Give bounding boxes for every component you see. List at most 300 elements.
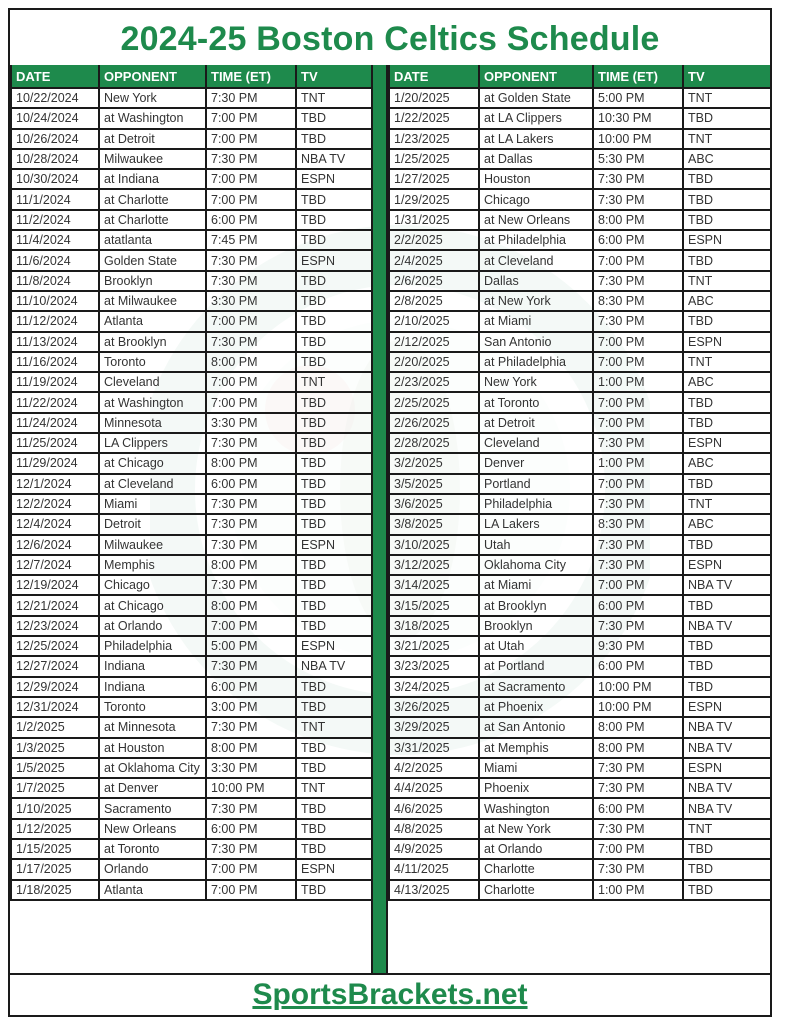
cell-date: 11/16/2024 (11, 352, 99, 372)
table-row (389, 839, 772, 859)
cell-date: 11/2/2024 (11, 210, 99, 230)
cell-time: 7:00 PM (206, 880, 296, 900)
table-row (389, 758, 772, 778)
cell-time: 7:00 PM (206, 616, 296, 636)
cell-tv: TBD (683, 595, 772, 615)
cell-opponent: at Orlando (99, 616, 206, 636)
cell-tv: TBD (683, 474, 772, 494)
table-row (389, 149, 772, 169)
cell-date: 2/28/2025 (389, 433, 479, 453)
cell-opponent: at Minnesota (99, 717, 206, 737)
table-row (389, 352, 772, 372)
cell-opponent: Atlanta (99, 311, 206, 331)
table-row (11, 778, 372, 798)
cell-date: 3/12/2025 (389, 555, 479, 575)
cell-time: 6:00 PM (593, 595, 683, 615)
table-row (11, 169, 372, 189)
cell-tv: TBD (296, 230, 372, 250)
cell-opponent: Charlotte (479, 880, 593, 900)
table-row (389, 575, 772, 595)
cell-time: 10:00 PM (593, 129, 683, 149)
table-row (11, 413, 372, 433)
cell-date: 11/6/2024 (11, 250, 99, 270)
cell-date: 11/13/2024 (11, 332, 99, 352)
cell-time: 3:30 PM (206, 291, 296, 311)
cell-tv: TBD (296, 839, 372, 859)
table-row (11, 88, 372, 108)
cell-tv: TBD (296, 798, 372, 818)
cell-tv: NBA TV (683, 616, 772, 636)
cell-date: 1/2/2025 (11, 717, 99, 737)
cell-opponent: at Brooklyn (479, 595, 593, 615)
cell-time: 7:30 PM (206, 656, 296, 676)
cell-opponent: at Philadelphia (479, 352, 593, 372)
cell-time: 7:30 PM (206, 839, 296, 859)
table-row (11, 453, 372, 473)
cell-date: 4/13/2025 (389, 880, 479, 900)
cell-date: 1/20/2025 (389, 88, 479, 108)
cell-date: 2/6/2025 (389, 271, 479, 291)
table-row (389, 250, 772, 270)
table-row (11, 595, 372, 615)
cell-time: 7:30 PM (206, 271, 296, 291)
cell-time: 8:00 PM (206, 453, 296, 473)
cell-tv: TBD (683, 839, 772, 859)
cell-opponent: New Orleans (99, 819, 206, 839)
cell-opponent: Phoenix (479, 778, 593, 798)
header-opponent: OPPONENT (99, 65, 206, 88)
cell-opponent: at Philadelphia (479, 230, 593, 250)
cell-opponent: Toronto (99, 697, 206, 717)
table-row (11, 352, 372, 372)
cell-date: 1/12/2025 (11, 819, 99, 839)
cell-opponent: at Chicago (99, 453, 206, 473)
cell-time: 7:30 PM (206, 535, 296, 555)
cell-date: 11/22/2024 (11, 392, 99, 412)
cell-date: 4/8/2025 (389, 819, 479, 839)
table-row (11, 332, 372, 352)
cell-opponent: Oklahoma City (479, 555, 593, 575)
footer (10, 973, 770, 1015)
cell-opponent: at San Antonio (479, 717, 593, 737)
cell-opponent: Atlanta (99, 880, 206, 900)
schedule-table-left (10, 65, 373, 901)
cell-time: 7:30 PM (593, 311, 683, 331)
cell-tv: TNT (683, 88, 772, 108)
cell-date: 12/4/2024 (11, 514, 99, 534)
cell-date: 4/2/2025 (389, 758, 479, 778)
cell-tv: ESPN (296, 859, 372, 879)
page-title: 2024-25 Boston Celtics Schedule (120, 20, 660, 58)
cell-time: 7:30 PM (206, 514, 296, 534)
cell-time: 7:30 PM (206, 433, 296, 453)
cell-date: 4/9/2025 (389, 839, 479, 859)
cell-opponent: at Denver (99, 778, 206, 798)
table-row (11, 392, 372, 412)
table-row (11, 311, 372, 331)
cell-tv: TBD (683, 108, 772, 128)
cell-date: 2/20/2025 (389, 352, 479, 372)
cell-opponent: San Antonio (479, 332, 593, 352)
cell-tv: NBA TV (683, 717, 772, 737)
table-row (11, 474, 372, 494)
cell-date: 10/26/2024 (11, 129, 99, 149)
cell-opponent: Washington (479, 798, 593, 818)
table-row (389, 169, 772, 189)
cell-opponent: New York (479, 372, 593, 392)
cell-date: 3/24/2025 (389, 677, 479, 697)
cell-tv: TBD (683, 535, 772, 555)
table-row (11, 149, 372, 169)
table-header-row (11, 65, 372, 88)
cell-time: 10:30 PM (593, 108, 683, 128)
cell-time: 7:00 PM (206, 189, 296, 209)
cell-time: 7:00 PM (206, 372, 296, 392)
cell-tv: TBD (296, 514, 372, 534)
cell-date: 11/12/2024 (11, 311, 99, 331)
cell-date: 11/19/2024 (11, 372, 99, 392)
table-row (389, 311, 772, 331)
cell-time: 7:30 PM (593, 494, 683, 514)
table-row (11, 271, 372, 291)
cell-opponent: at Utah (479, 636, 593, 656)
cell-date: 1/7/2025 (11, 778, 99, 798)
cell-time: 7:30 PM (206, 717, 296, 737)
cell-date: 10/28/2024 (11, 149, 99, 169)
cell-tv: TBD (683, 169, 772, 189)
cell-time: 7:30 PM (593, 859, 683, 879)
cell-tv: TBD (296, 433, 372, 453)
cell-time: 7:30 PM (206, 250, 296, 270)
cell-date: 11/1/2024 (11, 189, 99, 209)
cell-tv: TBD (296, 108, 372, 128)
cell-tv: TNT (683, 352, 772, 372)
cell-opponent: at New York (479, 291, 593, 311)
cell-date: 4/6/2025 (389, 798, 479, 818)
header-date: DATE (389, 65, 479, 88)
cell-opponent: at Milwaukee (99, 291, 206, 311)
table-row (11, 697, 372, 717)
cell-time: 8:00 PM (206, 555, 296, 575)
cell-tv: ABC (683, 291, 772, 311)
cell-tv: TBD (296, 413, 372, 433)
table-row (11, 555, 372, 575)
cell-opponent: Milwaukee (99, 149, 206, 169)
cell-date: 11/25/2024 (11, 433, 99, 453)
cell-tv: NBA TV (296, 149, 372, 169)
cell-time: 7:00 PM (206, 859, 296, 879)
cell-opponent: at Toronto (99, 839, 206, 859)
cell-opponent: Philadelphia (99, 636, 206, 656)
cell-time: 6:00 PM (206, 210, 296, 230)
cell-tv: NBA TV (683, 798, 772, 818)
cell-time: 7:00 PM (206, 129, 296, 149)
cell-tv: TBD (296, 311, 372, 331)
header-time: TIME (ET) (206, 65, 296, 88)
cell-opponent: Indiana (99, 677, 206, 697)
cell-time: 6:00 PM (593, 230, 683, 250)
cell-date: 10/24/2024 (11, 108, 99, 128)
cell-opponent: atatlanta (99, 230, 206, 250)
cell-opponent: at Miami (479, 575, 593, 595)
cell-date: 2/26/2025 (389, 413, 479, 433)
cell-date: 12/2/2024 (11, 494, 99, 514)
table-row (389, 210, 772, 230)
cell-date: 12/27/2024 (11, 656, 99, 676)
cell-tv: TBD (683, 311, 772, 331)
cell-date: 2/25/2025 (389, 392, 479, 412)
cell-tv: ESPN (683, 433, 772, 453)
table-row (389, 595, 772, 615)
cell-opponent: Houston (479, 169, 593, 189)
cell-time: 7:00 PM (593, 250, 683, 270)
cell-tv: TBD (296, 271, 372, 291)
cell-date: 11/10/2024 (11, 291, 99, 311)
table-row (389, 859, 772, 879)
table-row (389, 453, 772, 473)
cell-date: 3/10/2025 (389, 535, 479, 555)
cell-opponent: at Washington (99, 392, 206, 412)
cell-time: 8:00 PM (593, 717, 683, 737)
table-row (11, 433, 372, 453)
cell-time: 7:30 PM (593, 819, 683, 839)
table-row (389, 189, 772, 209)
cell-time: 7:00 PM (593, 413, 683, 433)
table-row (11, 210, 372, 230)
cell-time: 8:00 PM (593, 738, 683, 758)
cell-tv: NBA TV (296, 656, 372, 676)
table-row (389, 880, 772, 900)
cell-time: 7:00 PM (593, 352, 683, 372)
cell-time: 7:00 PM (593, 392, 683, 412)
cell-time: 7:30 PM (593, 555, 683, 575)
header-tv: TV (296, 65, 372, 88)
table-row (389, 332, 772, 352)
cell-tv: TBD (683, 392, 772, 412)
cell-tv: TNT (683, 819, 772, 839)
table-row (11, 372, 372, 392)
cell-time: 3:30 PM (206, 413, 296, 433)
cell-date: 2/8/2025 (389, 291, 479, 311)
cell-time: 7:30 PM (593, 169, 683, 189)
cell-time: 3:00 PM (206, 697, 296, 717)
cell-time: 7:00 PM (206, 108, 296, 128)
cell-time: 7:30 PM (206, 332, 296, 352)
cell-time: 8:00 PM (206, 352, 296, 372)
cell-tv: ABC (683, 149, 772, 169)
sportsbrackets-link[interactable]: SportsBrackets.net (252, 978, 528, 1011)
table-row (389, 697, 772, 717)
cell-tv: TBD (296, 880, 372, 900)
table-row (389, 514, 772, 534)
table-row (389, 555, 772, 575)
cell-time: 6:00 PM (206, 677, 296, 697)
cell-tv: ESPN (683, 758, 772, 778)
cell-time: 7:30 PM (593, 433, 683, 453)
cell-opponent: at Cleveland (479, 250, 593, 270)
table-row (11, 656, 372, 676)
cell-date: 1/23/2025 (389, 129, 479, 149)
cell-opponent: Milwaukee (99, 535, 206, 555)
cell-tv: TBD (296, 129, 372, 149)
cell-tv: TBD (296, 595, 372, 615)
table-row (389, 656, 772, 676)
cell-opponent: Chicago (479, 189, 593, 209)
cell-tv: TBD (683, 189, 772, 209)
column-separator (371, 65, 388, 979)
cell-tv: NBA TV (683, 738, 772, 758)
cell-time: 7:30 PM (206, 494, 296, 514)
cell-opponent: at Portland (479, 656, 593, 676)
cell-date: 12/23/2024 (11, 616, 99, 636)
cell-tv: TBD (296, 758, 372, 778)
cell-tv: TBD (296, 392, 372, 412)
cell-time: 10:00 PM (206, 778, 296, 798)
table-row (389, 798, 772, 818)
cell-date: 3/15/2025 (389, 595, 479, 615)
cell-opponent: LA Clippers (99, 433, 206, 453)
cell-opponent: Memphis (99, 555, 206, 575)
header-opponent: OPPONENT (479, 65, 593, 88)
cell-date: 3/31/2025 (389, 738, 479, 758)
table-row (389, 129, 772, 149)
cell-opponent: Charlotte (479, 859, 593, 879)
cell-date: 12/25/2024 (11, 636, 99, 656)
table-row (11, 819, 372, 839)
cell-time: 7:30 PM (593, 189, 683, 209)
table-row (11, 616, 372, 636)
cell-date: 3/6/2025 (389, 494, 479, 514)
cell-date: 12/19/2024 (11, 575, 99, 595)
cell-date: 1/27/2025 (389, 169, 479, 189)
table-row (389, 108, 772, 128)
cell-date: 11/29/2024 (11, 453, 99, 473)
cell-tv: TNT (296, 717, 372, 737)
cell-time: 7:00 PM (593, 575, 683, 595)
cell-tv: ESPN (683, 332, 772, 352)
table-row (11, 250, 372, 270)
cell-tv: TNT (683, 271, 772, 291)
cell-time: 7:00 PM (206, 169, 296, 189)
cell-time: 8:30 PM (593, 514, 683, 534)
cell-time: 8:00 PM (206, 595, 296, 615)
cell-time: 5:00 PM (206, 636, 296, 656)
table-row (11, 798, 372, 818)
cell-date: 3/5/2025 (389, 474, 479, 494)
table-row (389, 535, 772, 555)
table-row (11, 738, 372, 758)
cell-tv: TBD (683, 413, 772, 433)
cell-time: 6:00 PM (593, 656, 683, 676)
table-row (389, 616, 772, 636)
cell-tv: TBD (296, 616, 372, 636)
cell-tv: TBD (296, 189, 372, 209)
cell-opponent: Denver (479, 453, 593, 473)
cell-time: 7:00 PM (593, 332, 683, 352)
cell-opponent: at Memphis (479, 738, 593, 758)
cell-date: 2/12/2025 (389, 332, 479, 352)
table-row (11, 880, 372, 900)
table-row (389, 474, 772, 494)
cell-opponent: Minnesota (99, 413, 206, 433)
cell-time: 9:30 PM (593, 636, 683, 656)
table-row (389, 291, 772, 311)
table-row (11, 514, 372, 534)
cell-time: 7:45 PM (206, 230, 296, 250)
cell-tv: TBD (296, 453, 372, 473)
cell-time: 7:30 PM (593, 616, 683, 636)
schedule-table-right (388, 65, 772, 901)
cell-tv: TBD (683, 636, 772, 656)
cell-opponent: Miami (479, 758, 593, 778)
cell-date: 1/15/2025 (11, 839, 99, 859)
cell-date: 1/29/2025 (389, 189, 479, 209)
table-row (11, 230, 372, 250)
cell-opponent: Cleveland (99, 372, 206, 392)
cell-date: 4/4/2025 (389, 778, 479, 798)
cell-date: 3/18/2025 (389, 616, 479, 636)
table-row (389, 677, 772, 697)
table-row (11, 108, 372, 128)
cell-tv: TBD (683, 656, 772, 676)
cell-opponent: at New York (479, 819, 593, 839)
cell-opponent: at Orlando (479, 839, 593, 859)
cell-tv: TBD (683, 677, 772, 697)
cell-date: 1/31/2025 (389, 210, 479, 230)
cell-opponent: Brooklyn (99, 271, 206, 291)
cell-tv: TBD (296, 352, 372, 372)
table-row (389, 392, 772, 412)
table-row (11, 636, 372, 656)
header-tv: TV (683, 65, 772, 88)
cell-date: 1/10/2025 (11, 798, 99, 818)
cell-time: 7:30 PM (206, 149, 296, 169)
cell-date: 2/2/2025 (389, 230, 479, 250)
cell-opponent: at Indiana (99, 169, 206, 189)
cell-opponent: LA Lakers (479, 514, 593, 534)
table-row (11, 494, 372, 514)
cell-tv: ABC (683, 372, 772, 392)
cell-date: 3/26/2025 (389, 697, 479, 717)
cell-date: 2/10/2025 (389, 311, 479, 331)
cell-opponent: Portland (479, 474, 593, 494)
cell-opponent: New York (99, 88, 206, 108)
cell-date: 1/3/2025 (11, 738, 99, 758)
cell-date: 12/6/2024 (11, 535, 99, 555)
cell-date: 1/18/2025 (11, 880, 99, 900)
cell-time: 6:00 PM (206, 474, 296, 494)
table-row (389, 717, 772, 737)
cell-date: 11/8/2024 (11, 271, 99, 291)
cell-time: 5:00 PM (593, 88, 683, 108)
table-row (11, 535, 372, 555)
cell-time: 5:30 PM (593, 149, 683, 169)
cell-date: 12/31/2024 (11, 697, 99, 717)
cell-time: 1:00 PM (593, 372, 683, 392)
cell-date: 1/22/2025 (389, 108, 479, 128)
table-row (11, 758, 372, 778)
table-row (389, 819, 772, 839)
cell-date: 1/5/2025 (11, 758, 99, 778)
table-row (11, 189, 372, 209)
cell-opponent: at Houston (99, 738, 206, 758)
cell-opponent: at Toronto (479, 392, 593, 412)
cell-opponent: at Miami (479, 311, 593, 331)
cell-tv: ESPN (683, 555, 772, 575)
cell-opponent: at Charlotte (99, 189, 206, 209)
cell-opponent: at LA Clippers (479, 108, 593, 128)
cell-date: 3/21/2025 (389, 636, 479, 656)
